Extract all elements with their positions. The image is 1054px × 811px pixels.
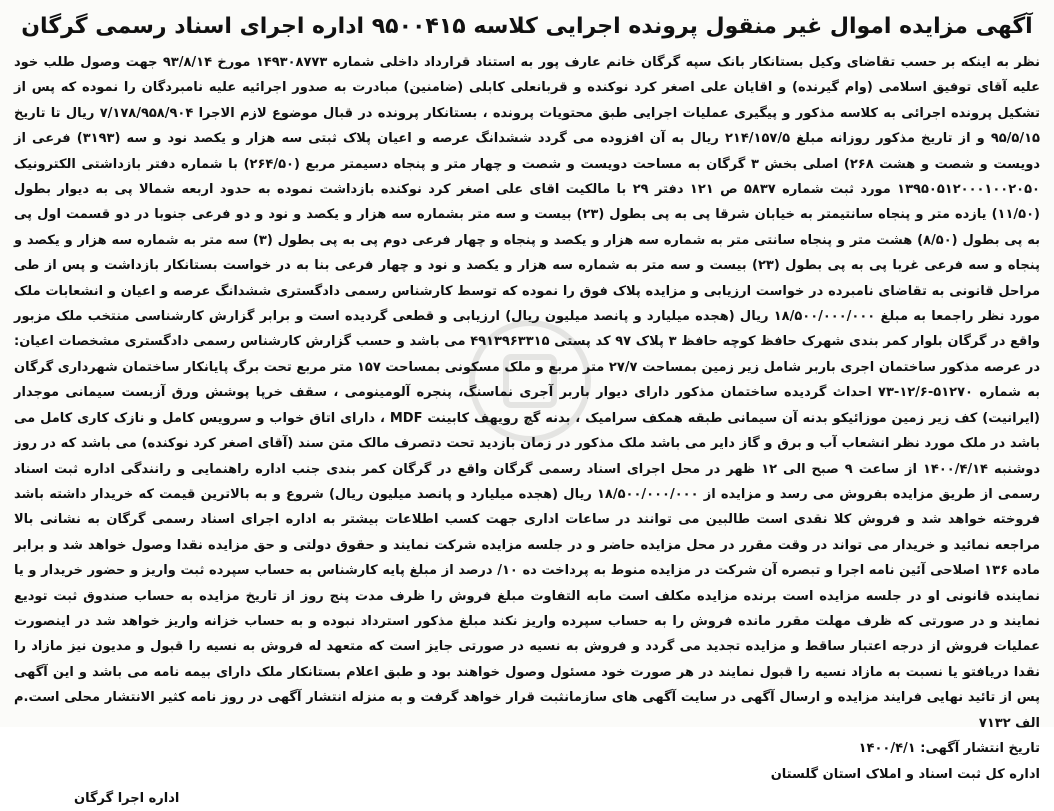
office-local: اداره اجرا گرگان: [74, 790, 180, 806]
notice-footer: [14, 763, 1040, 811]
office-general: اداره کل ثبت اسناد و املاک استان گلستان: [770, 766, 1040, 782]
notice-paragraph: نظر به اینکه بر حسب تقاضای وکیل بستانکار بانک سپه گرگان خانم عارف پور به استناد قرارداد داخلی شماره ۱۴۹۳۰۸۷۷۳ مورخ ۹۳/۸/۱۴ جهت وصول طلب خود علیه آقای توفیق اسلامی (وام گیرنده) و اقایان علی اصغر کرد نوکنده و قربانعلی کابلی (ضامنین) مبادرت به صدور اجرائیه علیه نامبردگان را نموده که پس از تشکیل پرونده اجرائی به کلاسه مذکور و پیگیری عملیات اجرایی طبق محتویات پرونده ، بستانکار پرونده در قبال موضوع لازم الاجرا ۷/۱۷۸/۹۵۸/۹۰۴ ریال تا تاریخ ۹۵/۵/۱۵ و از تاریخ مذکور روزانه مبلغ ۲۱۴/۱۵۷/۵ ریال به آن افزوده می گردد ششدانگ عرصه و اعیان پلاک ثبتی سه هزار و یکصد نود و سه (۳۱۹۳) فرعی از دویست و شصت و هشت ۲۶۸) اصلی بخش ۳ گرگان به مساحت دویست و شصت و چهار متر و پنجاه دسیمتر مربع (۲۶۴/۵۰) با شماره دفتر بازداشتی الکترونیک ۱۳۹۵۰۵۱۲۰۰۰۱۰۰۲۰۵۰ مورد ثبت شماره ۵۸۳۷ ص ۱۲۱ دفتر ۲۹ با مالکیت اقای علی اصغر کرد نوکنده بازداشت نموده به حدود اربعه شمالا پی به دیوار بطول (۱۱/۵۰) یازده متر و پنجاه سانتیمتر به خیابان شرقا پی به پی بطول (۲۳) بیست و سه متر بشماره سه هزار و یکصد و نود و دو فرعی جنوبا در دو قسمت اول پی به پی بطول (۸/۵۰) هشت متر و پنجاه سانتی متر به شماره سه هزار و یکصد و پنجاه و چهار فرعی دوم پی به پی بطول (۳) سه متر به شماره سه هزار و یکصد و پنجاه و سه فرعی غربا پی به پی بطول (۲۳) بیست و سه متر به شماره سه هزار و یکصد و نود و چهار فرعی بنا به در خواست بستانکار بازداشت و پس از طی مراحل قانونی به تقاضای نامبرده در خواست ارزیابی و مزایده پلاک فوق را نموده که توسط کارشناس رسمی دادگستری ششدانگ عرصه و اعیان و انشعابات ملک مورد نظر راجمعا به مبلغ ۱۸/۵۰۰/۰۰۰/۰۰۰ ریال (هجده میلیارد و پانصد میلیون ریال) ارزیابی و قطعی گردیده است و برابر گزارش کارشناسی منتخب ملک مزبور واقع در گرگان بلوار کمر بندی شهرک حافظ کوچه حافظ ۳ پلاک ۹۷ کد پستی ۴۹۱۳۹۶۳۳۱۵ می باشد و حسب گزارش کارشناس رسمی دادگستری مشخصات اعیان: در عرصه مذکور ساختمان اجری باربر شامل زیر زمین بمساحت ۲۷/۷ متر مربع و ملک مسکونی بمساحت ۱۵۷ متر مربع تحت برگ پایانکار ساختمان شهرداری گرگان به شماره ۵۱۲۷۰-۱۲/۶-۷۳ احداث گردیده ساختمان مذکور دارای دیوار باربر آجری نماسنگ، پنجره آلومینومی ، سقف خرپا پوشش ورق آزبست سیمانی موجدار (ایرانیت) کف زیر زمین موزائیکو بدنه آن سیمانی طبقه همکف سرامیک ، بدنه گچ رویهف کابینت MDF ، دارای اتاق خواب و سرویس کامل و نازک کاری کامل می باشد در ملک مورد نظر انشعاب آب و برق و گاز دایر می باشد ملک مذکور در زمان بازدید تحت دتصرف مالک متن سند (آقای اصغر کرد نوکنده) می باشد که در روز دوشنبه ۱۴۰۰/۴/۱۴ از ساعت ۹ صبح الی ۱۲ ظهر در محل اجرای اسناد رسمی گرگان واقع در گرگان کمر بندی جنب اداره راهنمایی و رانندگی اداره ثبت اسناد رسمی از طریق مزایده بفروش می رسد و مزایده از ۱۸/۵۰۰/۰۰۰/۰۰۰ ریال (هجده میلیارد و پانصد میلیون ریال) شروع و به بالاترین قیمت که خریدار داشته باشد فروخته خواهد شد و فروش کلا نقدی است طالبین می توانند در ساعات اداری جهت کسب اطلاعات بیشتر به اداره اجرای اسناد رسمی گرگان به نشانی بالا مراجعه نمائید و خریدار می تواند در وقت مقرر در محل مزایده حاضر و در جلسه مزایده شرکت نمایند و حقوق دولتی و حق مزایده نقدا وصول خواهد شد و برابر ماده ۱۳۶ اصلاحی آئین نامه اجرا و تبصره آن شرکت در مزایده منوط به پرداخت ده ۱۰/ درصد از مبلغ پایه کارشناس به حساب سپرده ثبت واریز و حضور خریدار و یا نماینده قانونی او در جلسه مزایده است برنده مزایده مکلف است مابه التفاوت مبلغ فروش را ظرف مدت پنج روز از تاریخ مزایده به حساب صندوق ثبت تودیع نمایند و در صورتی که ظرف مهلت مقرر مانده فروش را به حساب سپرده واریز نکند مبلغ مذکور استرداد نبوده و به حساب خزانه واریز خواهد شد در اینصورت عملیات فروش از درجه اعتبار ساقط و مزایده تجدید می گردد و فروش به نسیه در صورتی جایز است که متعهد له فروش به نسیه را قبول و مدیون نیز مازاد را نقدا دریافتو یا نسبت به مازاد نسیه را قبول نمایند در هر صورت خود مسئول وصول خواهند بود و طبق اعلام بستانکار ملک دارای بیمه نامه می باشد و این آگهی پس از تائید نهایی فرایند مزایده و ارسال آگهی در سایت آگهی های سازمانثبت قرار خواهد گرفت و به منزله انتشار آگهی در روز نامه کثیر الانتشار محلی است.م الف ۷۱۳۲: [14, 55, 1041, 731]
notice-title: آگهی مزایده اموال غیر منقول پرونده اجرایی کلاسه ۹۵۰۰۴۱۵ اداره اجرای اسناد رسمی گرگان: [21, 14, 1033, 39]
publish-date: تاریخ انتشار آگهی: ۱۴۰۰/۴/۱: [858, 740, 1040, 756]
notice-body: [14, 50, 1040, 736]
